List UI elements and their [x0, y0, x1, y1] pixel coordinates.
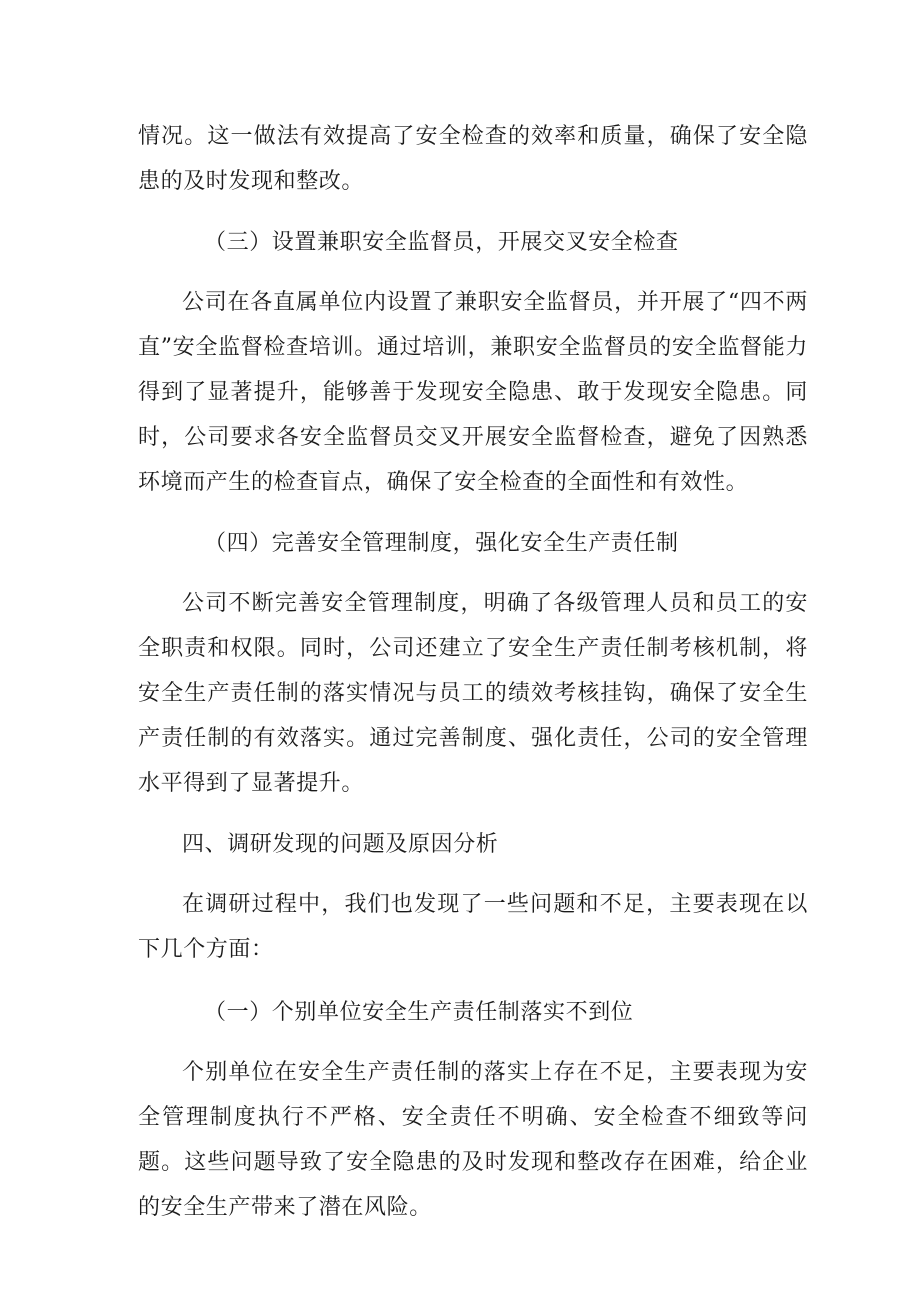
- paragraph-problems-intro: 在调研过程中，我们也发现了一些问题和不足，主要表现在以下几个方面：: [138, 892, 808, 962]
- paragraph-management-system: 公司不断完善安全管理制度，明确了各级管理人员和员工的安全职责和权限。同时，公司还建立了安全生产责任制考核机制，将安全生产责任制的落实情况与员工的绩效考核挂钩，确保了安全生产责任制的有效落实。通过完善制度、强化责任，公司的安全管理水平得到了显著提升。: [138, 591, 808, 796]
- subsection-heading-3: （三）设置兼职安全监督员，开展交叉安全检查: [204, 230, 679, 255]
- document-body: [138, 114, 808, 1230]
- paragraph-continuation: 情况。这一做法有效提高了安全检查的效率和质量，确保了安全隐患的及时发现和整改。: [138, 124, 808, 194]
- paragraph-responsibility-issues: 个别单位在安全生产责任制的落实上存在不足，主要表现为安全管理制度执行不严格、安全责任不明确、安全检查不细致等问题。这些问题导致了安全隐患的及时发现和整改存在困难，给企业的安全生产带来了潜在风险。: [138, 1060, 808, 1220]
- subsection-heading-4: （四）完善安全管理制度，强化安全生产责任制: [204, 531, 679, 556]
- section-heading-4: 四、调研发现的问题及原因分析: [182, 832, 499, 857]
- paragraph-part-time-supervisors: 公司在各直属单位内设置了兼职安全监督员，并开展了“四不两直”安全监督检查培训。通过培训，兼职安全监督员的安全监督能力得到了显著提升，能够善于发现安全隐患、敢于发现安全隐患。同时，公司要求各安全监督员交叉开展安全监督检查，避免了因熟悉环境而产生的检查盲点，确保了安全检查的全面性和有效性。: [138, 290, 808, 495]
- subsection-heading-1: （一）个别单位安全生产责任制落实不到位: [204, 1000, 634, 1025]
